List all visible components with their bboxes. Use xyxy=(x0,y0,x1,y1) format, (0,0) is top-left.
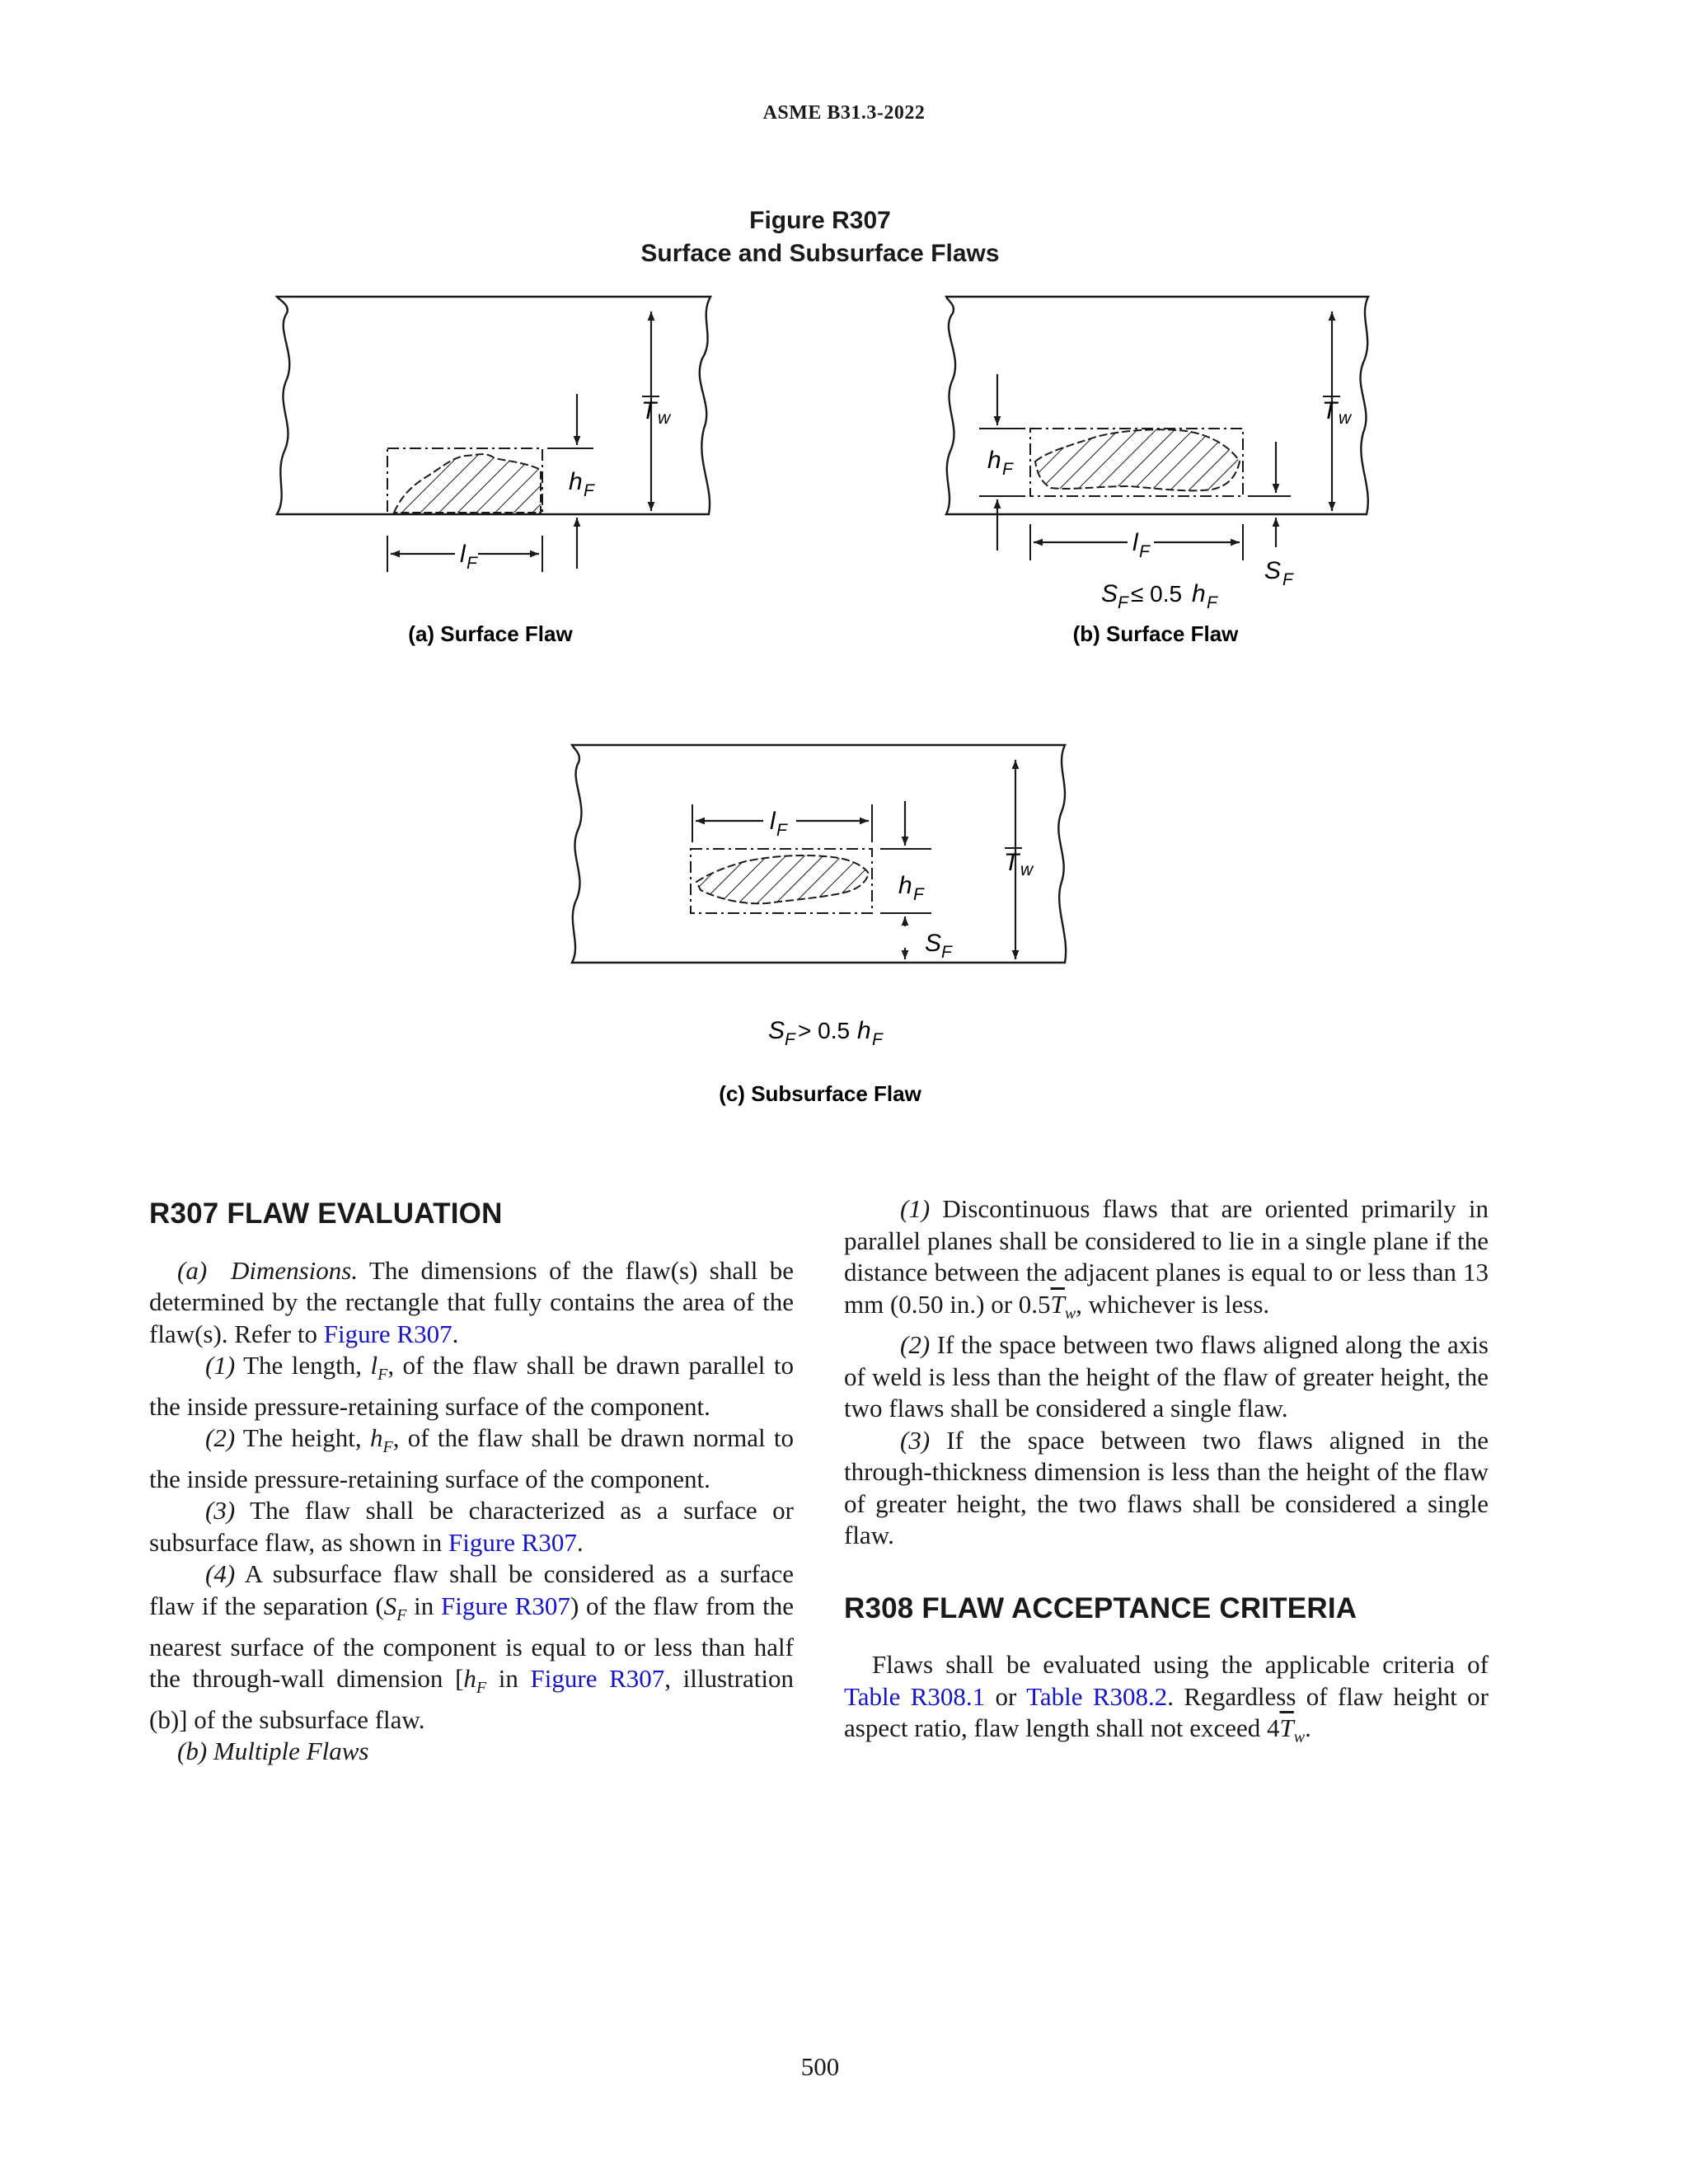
svg-text:F: F xyxy=(1002,460,1013,479)
wall-section-c xyxy=(572,745,1066,963)
condition-b: ≤ 0.5 xyxy=(1131,581,1183,607)
table-r308-1-link[interactable]: Table R308.1 xyxy=(844,1681,986,1711)
figure-r307-link[interactable]: Figure R307 xyxy=(530,1664,665,1694)
table-r308-2-link[interactable]: Table R308.2 xyxy=(1026,1681,1168,1711)
svg-text:F: F xyxy=(785,1030,795,1049)
svg-text:w: w xyxy=(1020,860,1034,879)
svg-text:F: F xyxy=(1282,570,1293,589)
flaw-shape-c xyxy=(696,855,869,903)
svg-text:w: w xyxy=(1339,409,1352,428)
caption-b: (b) Surface Flaw xyxy=(1072,621,1239,646)
lf-label-a: l xyxy=(460,541,466,568)
sf-condition-c-s: S xyxy=(768,1017,785,1044)
lf-label-c: l xyxy=(770,808,776,835)
right-column xyxy=(844,1193,1489,1754)
hf-label-b: h xyxy=(987,447,1001,474)
section-heading-r307: R307 FLAW EVALUATION xyxy=(149,1197,503,1230)
para-r308-criteria: Flaws shall be evaluated using the applicable criteria of Table R308.1 or Table R308.2. Regardless of flaw height or aspect ratio, flaw length shall not exceed $4\overline{T}_w$. xyxy=(844,1650,1489,1747)
para-a2-height: (2) The height, $h_F$, of the flaw shall be drawn normal to the inside pressure-retaining surface of the component. xyxy=(149,1423,795,1493)
svg-text:F: F xyxy=(941,943,952,962)
panel-b-surface-flaw xyxy=(946,297,1368,646)
svg-text:w: w xyxy=(658,409,671,428)
svg-text:F: F xyxy=(913,885,924,904)
page-number: 500 xyxy=(800,2052,840,2081)
para-b2-axial-spacing: (2) If the space between two flaws aligned along the axis of weld is less than the height of the flaw of greater height, the two flaws shall be considered a single flaw. xyxy=(844,1330,1489,1423)
tw-label-b: T xyxy=(1322,397,1338,424)
sf-condition-b-s: S xyxy=(1101,580,1118,607)
flaw-shape-a xyxy=(394,454,541,513)
hf-label-c: h xyxy=(898,872,912,899)
panel-a-surface-flaw xyxy=(277,297,710,646)
svg-text:F: F xyxy=(1139,542,1150,561)
svg-text:h: h xyxy=(857,1017,871,1044)
figure-title: Surface and Subsurface Flaws xyxy=(640,240,1000,267)
svg-text:F: F xyxy=(467,554,477,573)
para-a4-subsurface: (4) A subsurface flaw shall be considered as a surface flaw if the separation ($S_F$ in Figure R307) of the flaw from the nearest surface of the component is equal to or less than half the through-wall dimension [$h_F$ in Figure R307, illustration (b)] of the subsurface flaw. xyxy=(149,1559,794,1734)
figure-number: Figure R307 xyxy=(749,207,891,234)
svg-text:F: F xyxy=(776,821,787,840)
hf-label-a: h xyxy=(569,468,583,495)
para-b3-through-thickness: (3) If the space between two flaws aligned in the through-thickness dimension is less than the height of the flaw of greater height, the two flaws shall be considered a single flaw. xyxy=(844,1425,1489,1550)
document-header: ASME B31.3-2022 xyxy=(762,102,926,124)
caption-c: (c) Subsurface Flaw xyxy=(719,1081,921,1106)
sf-label-b: S xyxy=(1264,557,1282,584)
para-a3-characterized: (3) The flaw shall be characterized as a surface or subsurface flaw, as shown in Figure R307. xyxy=(149,1496,794,1557)
left-column xyxy=(149,1193,794,1768)
svg-text:F: F xyxy=(872,1030,883,1049)
tw-label-c: T xyxy=(1004,849,1020,876)
flaw-shape-b xyxy=(1035,429,1240,490)
para-b1-discontinuous: (1) Discontinuous flaws that are oriented primarily in parallel planes shall be considered to lie in a single plane if the distance between the adjacent planes is equal to or less than 13 mm (0.50 in.) or $0.5\overline{T}_w$, whichever is less. xyxy=(844,1194,1489,1323)
panel-c-subsurface-flaw xyxy=(572,745,1066,1106)
figure-r307-link[interactable]: Figure R307 xyxy=(323,1319,452,1348)
figure-r307-link[interactable]: Figure R307 xyxy=(448,1527,577,1557)
section-heading-r308: R308 FLAW ACCEPTANCE CRITERIA xyxy=(844,1591,1357,1624)
svg-text:F: F xyxy=(1118,593,1128,612)
lf-label-b: l xyxy=(1132,529,1138,556)
para-a1-length: (1) The length, $l_F$, of the flaw shall be drawn parallel to the inside pressure-retaining surface of the component. xyxy=(149,1351,794,1421)
para-b-multiple-flaws: (b) Multiple Flaws xyxy=(177,1736,369,1766)
svg-text:h: h xyxy=(1192,580,1206,607)
tw-label-a: T xyxy=(641,397,657,424)
svg-text:F: F xyxy=(1207,593,1217,612)
figure-r307-link[interactable]: Figure R307 xyxy=(441,1591,570,1620)
condition-c: > 0.5 xyxy=(798,1018,851,1043)
para-a-dimensions: (a) Dimensions. The dimensions of the flaw(s) shall be determined by the rectangle that fully contains the area of the flaw(s). Refer to Figure R307. xyxy=(149,1255,794,1348)
svg-text:F: F xyxy=(584,481,594,500)
sf-label-c: S xyxy=(925,930,942,957)
caption-a: (a) Surface Flaw xyxy=(408,621,573,646)
